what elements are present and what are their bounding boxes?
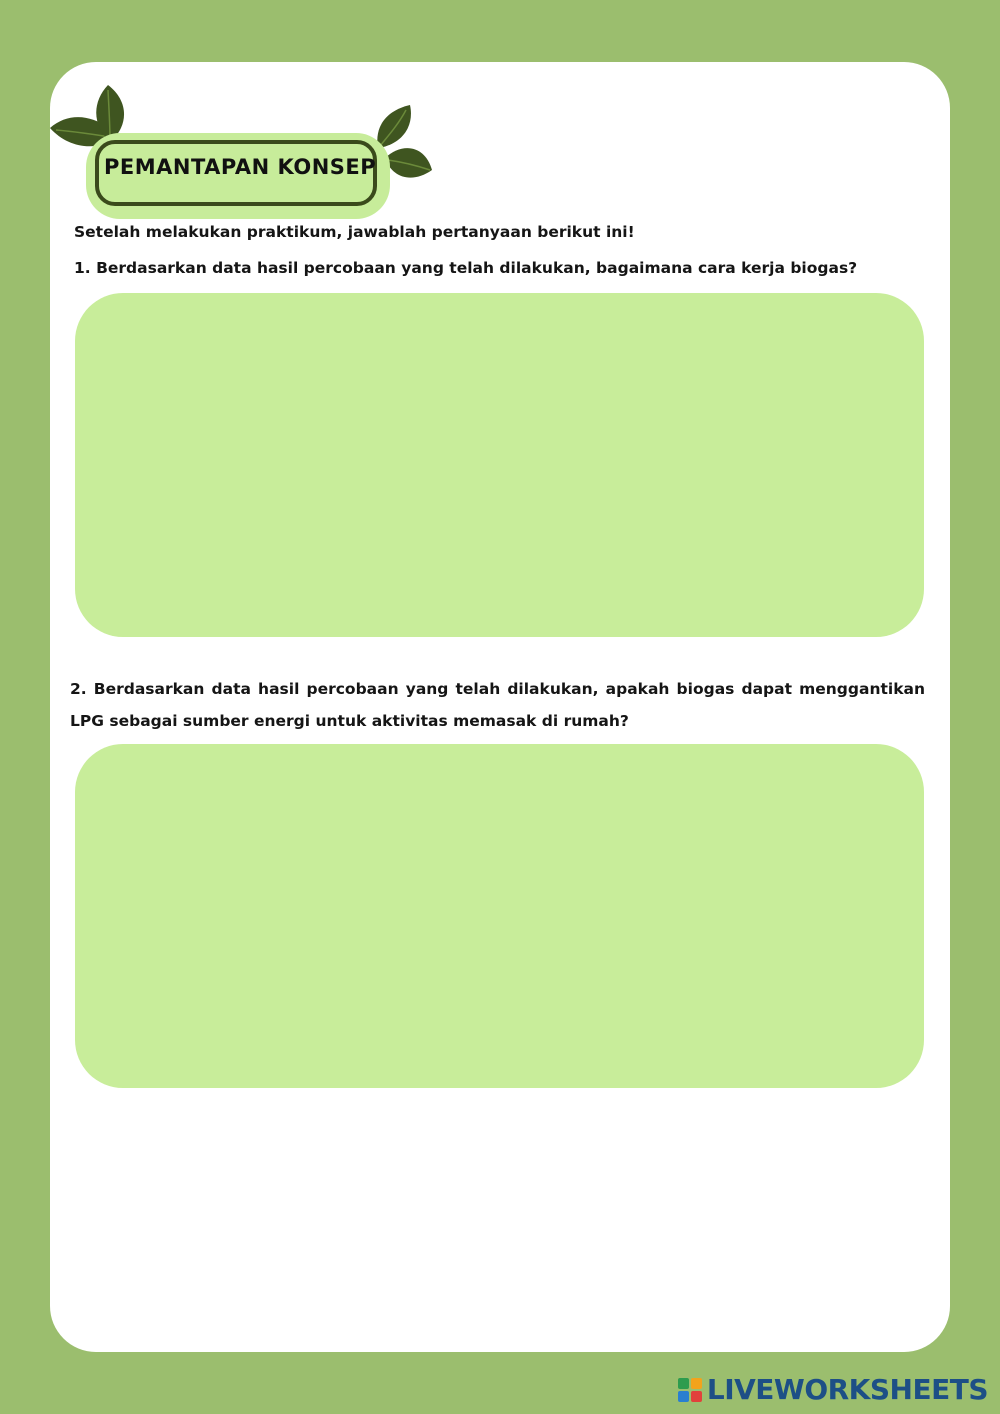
instructions-text: Setelah melakukan praktikum, jawablah pertanyaan berikut ini! [74,223,635,241]
brand-name: LIVEWORKSHEETS [706,1373,988,1406]
answer-box-1[interactable] [75,293,924,637]
page-title: PEMANTAPAN KONSEP [104,155,377,179]
answer-box-2[interactable] [75,744,924,1088]
liveworksheets-logo [677,1373,988,1406]
question-1: 1. Berdasarkan data hasil percobaan yang telah dilakukan, bagaimana cara kerja biogas? [74,259,858,277]
question-2: 2. Berdasarkan data hasil percobaan yang telah dilakukan, apakah biogas dapat menggantikan LPG sebagai sumber energi untuk aktivitas memasak di rumah? [70,680,925,730]
liveworksheets-logo-icon [677,1377,703,1403]
